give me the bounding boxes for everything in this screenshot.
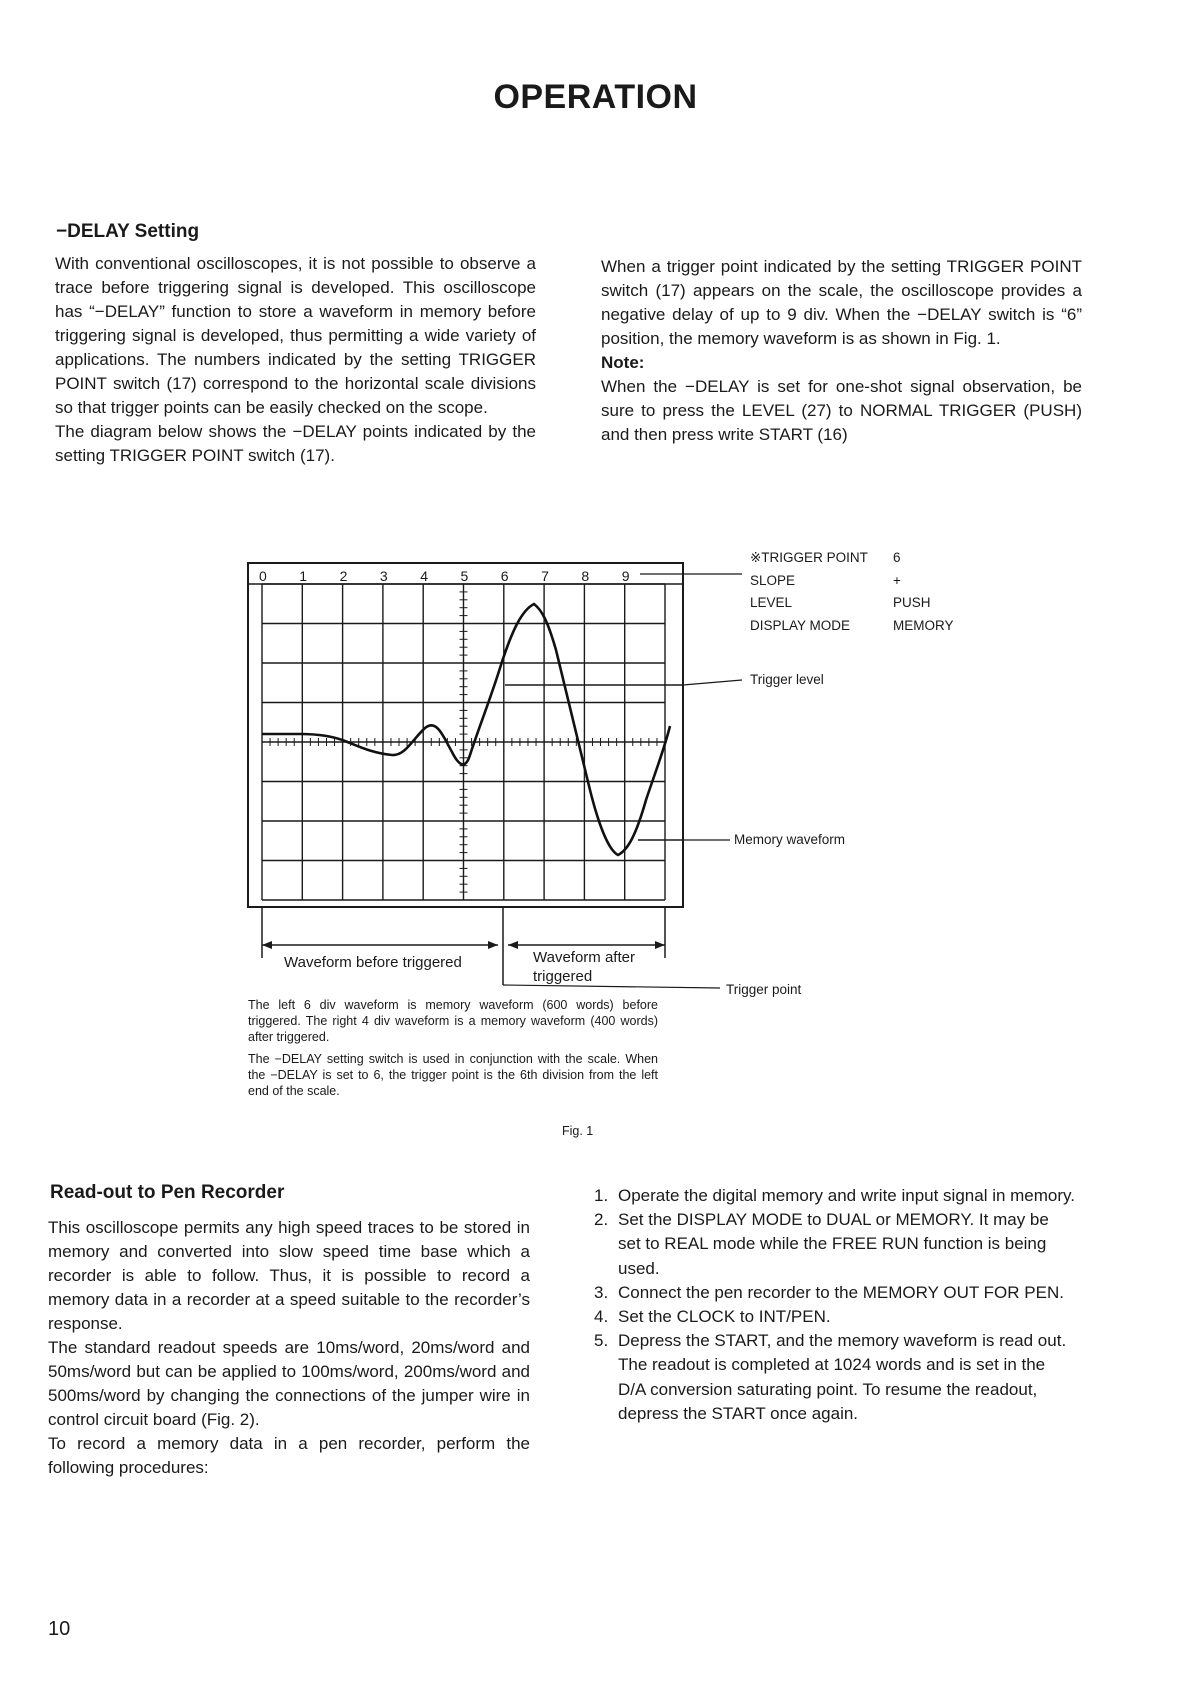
step-number: 1. <box>594 1186 609 1205</box>
scale-number: 5 <box>460 568 469 584</box>
list-item <box>594 1329 1075 1426</box>
settings-row <box>750 570 954 593</box>
before-arrow-head-right <box>488 941 498 949</box>
section-heading-delay: −DELAY Setting <box>56 221 200 242</box>
scale-number: 2 <box>339 568 348 584</box>
list-item <box>594 1208 1075 1281</box>
settings-value: PUSH <box>893 595 931 610</box>
memory-waveform-trace <box>262 604 670 855</box>
scale-numbers <box>259 568 630 584</box>
readout-left-column <box>48 1216 530 1480</box>
settings-value: + <box>893 572 901 588</box>
scale-number: 6 <box>500 568 509 584</box>
delay-diagram-intro: The diagram below shows the −DELAY points indicated by the setting TRIGGER POINT switch (17). <box>55 422 536 465</box>
scale-number: 7 <box>541 568 549 584</box>
settings-value: MEMORY <box>893 617 954 633</box>
readout-paragraph-1: This oscilloscope permits any high speed traces to be stored in memory and converted into slow speed time base which a recorder is able to follow. Thus, it is possible to record a memory data in a recorder at a speed suitable to the recorder’s response. <box>48 1218 530 1333</box>
settings-key: ※TRIGGER POINT <box>750 550 868 565</box>
list-item <box>594 1305 1075 1329</box>
scale-frame <box>248 563 683 907</box>
settings-row <box>750 592 954 615</box>
after-triggered-label-2: triggered <box>533 968 593 985</box>
readout-paragraph-3: To record a memory data in a pen recorder, perform the following procedures: <box>48 1434 530 1477</box>
page-number: 10 <box>48 1618 71 1640</box>
figure-caption <box>248 997 658 1099</box>
scale-number: 4 <box>420 568 428 584</box>
trigger-level-leader-ext <box>683 680 742 685</box>
after-triggered-label-1: Waveform after <box>533 949 635 966</box>
scale-number: 8 <box>581 568 590 584</box>
step-number: 3. <box>594 1282 609 1302</box>
caption-paragraph-1: The left 6 div waveform is memory waveform (600 words) before triggered. The right 4 div waveform is a memory waveform (400 words) after triggered. <box>248 998 658 1044</box>
figure-label: Fig. 1 <box>562 1124 594 1138</box>
settings-value: 6 <box>893 550 901 565</box>
settings-row <box>750 547 954 570</box>
delay-intro-paragraph: With conventional oscilloscopes, it is not possible to observe a trace before triggering signal is developed. This oscilloscope has “−DELAY” function to store a waveform in memory before triggering signal is developed, thus permitting a wide variety of applications. The numbers indicated by the setting TRIGGER POINT switch (17) correspond to the horizontal scale divisions so that trigger points can be easily checked on the scope. <box>55 254 536 417</box>
delay-left-column <box>55 252 536 468</box>
graticule-ticks <box>262 584 657 892</box>
step-number: 5. <box>594 1331 609 1351</box>
settings-row <box>750 615 954 638</box>
readout-paragraph-2: The standard readout speeds are 10ms/word, 20ms/word and 50ms/word but can be applied to 100ms/word, 200ms/word and 500ms/word by changing the connections of the jumper wire in control circuit board (Fig. 2). <box>48 1338 530 1429</box>
step-text: Connect the pen recorder to the MEMORY OUT FOR PEN. <box>618 1282 1064 1302</box>
step-number: 2. <box>594 1210 609 1230</box>
scale-number: 9 <box>621 568 630 584</box>
page-title: OPERATION <box>493 78 698 116</box>
trigger-point-label: Trigger point <box>726 982 802 997</box>
note-text: When the −DELAY is set for one-shot signal observation, be sure to press the LEVEL (27) to NORMAL TRIGGER (PUSH) and then press write START (16) <box>601 377 1082 444</box>
step-number: 4. <box>594 1307 609 1327</box>
memory-waveform-label: Memory waveform <box>734 832 846 847</box>
graticule-grid <box>262 584 665 900</box>
procedure-list <box>594 1184 1075 1426</box>
settings-key: DISPLAY MODE <box>750 617 851 633</box>
list-item <box>594 1281 1075 1305</box>
delay-right-column <box>601 255 1082 447</box>
caption-paragraph-2: The −DELAY setting switch is used in conjunction with the scale. When the −DELAY is set to 6, the trigger point is the 6th division from the left end of the scale. <box>248 1052 658 1098</box>
step-text: Set the CLOCK to INT/PEN. <box>618 1307 831 1327</box>
settings-key: LEVEL <box>750 595 793 610</box>
step-text: Depress the START, and the memory waveform is read out. The readout is completed at 1024 words and is set in the D/A conversion saturating point. To resume the readout, depress the START once again. <box>618 1331 1067 1423</box>
delay-right-paragraph: When a trigger point indicated by the setting TRIGGER POINT switch (17) appears on the scale, the oscilloscope provides a negative delay of up to 9 div. When the −DELAY switch is “6” position, the memory waveform is as shown in Fig. 1. <box>601 257 1082 348</box>
scale-number: 1 <box>299 568 308 584</box>
before-triggered-label: Waveform before triggered <box>284 954 462 971</box>
section-heading-readout: Read-out to Pen Recorder <box>50 1182 285 1203</box>
list-item <box>594 1184 1075 1208</box>
scale-number: 3 <box>379 568 388 584</box>
after-arrow-head-left <box>508 941 518 949</box>
step-text: Set the DISPLAY MODE to DUAL or MEMORY. It may be set to REAL mode while the FREE RUN function is being used. <box>618 1210 1049 1278</box>
trigger-level-label: Trigger level <box>750 672 824 687</box>
before-arrow-head-left <box>262 941 272 949</box>
scale-number: 0 <box>259 568 267 584</box>
after-arrow-head-right <box>655 941 665 949</box>
settings-key: SLOPE <box>750 572 796 588</box>
note-label: Note: <box>601 353 645 372</box>
trigger-point-leader <box>503 985 720 988</box>
readout-right-column <box>594 1184 1075 1426</box>
settings-table <box>750 547 954 637</box>
step-text: Operate the digital memory and write input signal in memory. <box>618 1186 1075 1205</box>
